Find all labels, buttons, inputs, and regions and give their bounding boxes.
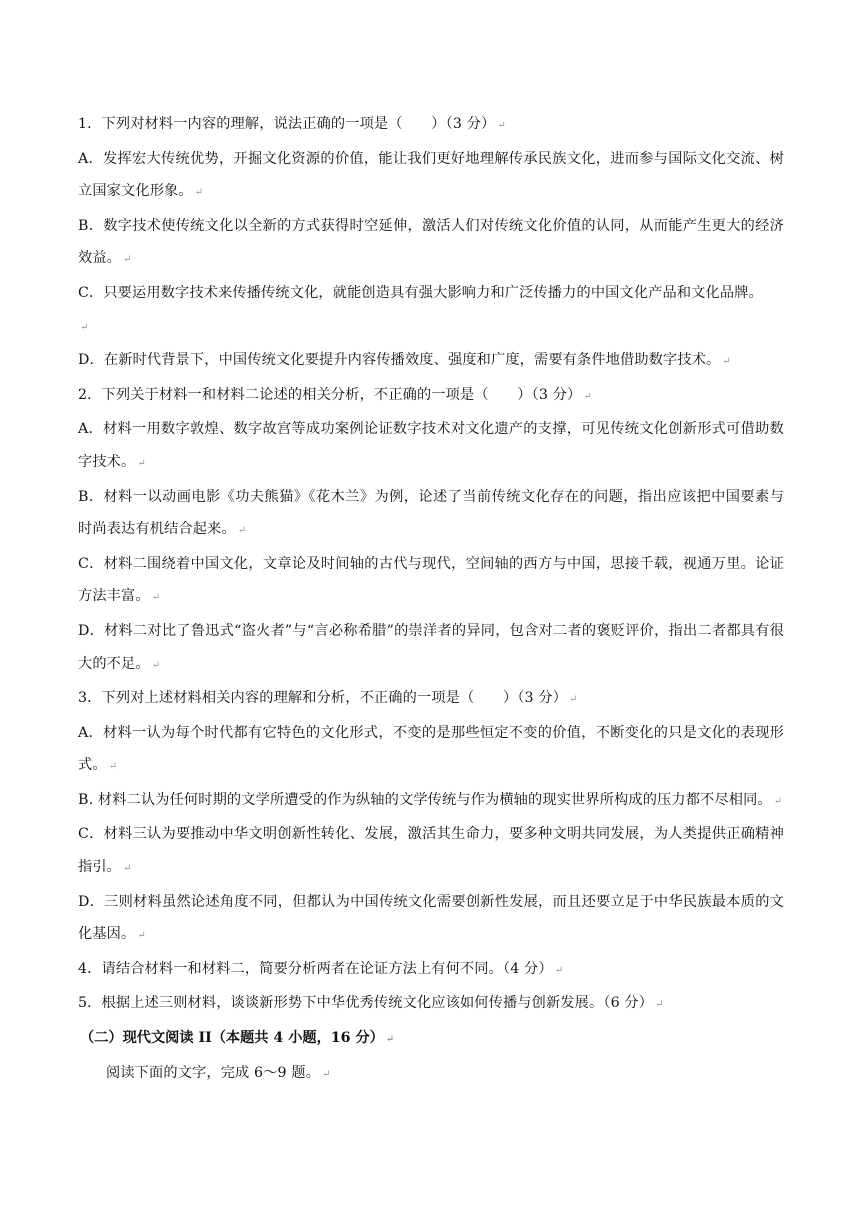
question-2-option-d (78, 615, 784, 682)
paragraph-mark: ↵ (123, 863, 132, 875)
question-5-text: 5．根据上述三则材料，谈谈新形势下中华优秀传统文化应该如何传播与创新发展。（6 分） (78, 995, 654, 1012)
question-2-option-c (78, 548, 784, 615)
paragraph-mark: ↵ (773, 795, 783, 807)
question-3-option-c (78, 818, 784, 885)
paragraph-mark: ↵ (151, 659, 161, 671)
option-text: C．只要运用数字技术来传播传统文化，就能创造具有强大影响力和广泛传播力的中国文化产品和文化品牌。 (78, 284, 763, 301)
option-text: D．材料二对比了鲁迅式“盗火者”与“言必称希腊”的崇洋者的异同，包含对二者的褒贬评价，指出二者都具有很大的不足。 (78, 622, 784, 672)
paragraph-mark: ↵ (137, 930, 146, 942)
option-text: D．三则材料虽然论述角度不同，但都认为中国传统文化需要创新性发展，而且还要立足于中华民族最本质的文化基因。 (78, 893, 784, 943)
question-2 (78, 379, 784, 414)
instruction-text: 阅读下面的文字，完成 6～9 题。 (106, 1064, 321, 1081)
paragraph-mark: ↵ (569, 694, 578, 706)
paragraph-mark: ↵ (80, 321, 89, 333)
document-content (78, 108, 784, 1091)
question-1-option-a (78, 143, 784, 210)
question-2-text: 2．下列关于材料一和材料二论述的相关分析，不正确的一项是（ ）（3 分） (78, 386, 582, 403)
question-1-option-d (78, 344, 784, 379)
option-text: B．数字技术使传统文化以全新的方式获得时空延伸，激活人们对传统文化价值的认同，从而能产生更大的经济效益。 (78, 217, 784, 267)
section-heading (80, 1022, 784, 1057)
paragraph-mark: ↵ (194, 187, 204, 199)
question-2-option-b (78, 481, 784, 548)
question-3-option-a (78, 717, 784, 784)
option-text: C．材料二围绕着中国文化，文章论及时间轴的古代与现代，空间轴的西方与中国，思接千载，视通万里。论证方法丰富。 (78, 555, 784, 605)
paragraph-mark: ↵ (497, 120, 506, 131)
question-3 (78, 682, 784, 717)
paragraph-mark: ↵ (322, 1068, 331, 1080)
option-text: B. 材料二认为任何时期的文学所遭受的作为纵轴的文学传统与作为横轴的现实世界所构成的压力都不尽相同。 (78, 791, 772, 808)
option-text: A．发挥宏大传统优势，开掘文化资源的价值，能让我们更好地理解传承民族文化，进而参与国际文化交流、树立国家文化形象。 (78, 150, 784, 200)
question-1 (78, 108, 784, 143)
question-4 (78, 953, 784, 988)
question-2-option-a (78, 413, 784, 480)
paragraph-mark: ↵ (137, 457, 146, 469)
paragraph-mark: ↵ (237, 525, 247, 537)
option-text: A．材料一认为每个时代都有它特色的文化形式，不变的是那些恒定不变的价值，不断变化的只是文化的表现形式。 (78, 724, 784, 774)
question-1-option-c (78, 277, 784, 344)
option-text: B．材料一以动画电影《功夫熊猫》《花木兰》为例，论述了当前传统文化存在的问题，指出应该把中国要素与时尚表达有机结合起来。 (78, 488, 784, 538)
question-3-option-d (78, 886, 784, 953)
paragraph-mark: ↵ (108, 761, 118, 773)
reading-instruction (78, 1057, 784, 1092)
paragraph-mark: ↵ (123, 254, 132, 266)
paragraph-mark: ↵ (385, 1034, 395, 1046)
question-5 (78, 987, 784, 1022)
question-1-option-b (78, 210, 784, 277)
question-3-option-b (78, 784, 784, 819)
question-3-text: 3．下列对上述材料相关内容的理解和分析，不正确的一项是（ ）（3 分） (78, 690, 568, 707)
section-title: （二）现代文阅读 II（本题共 4 小题，16 分） (80, 1030, 384, 1047)
paragraph-mark: ↵ (151, 592, 161, 604)
paragraph-mark: ↵ (554, 964, 564, 976)
question-1-text: 1．下列对材料一内容的理解，说法正确的一项是（ ）（3 分） (78, 116, 496, 132)
option-text: C．材料三认为要推动中华文明创新性转化、发展，激活其生命力，要多种文明共同发展，为人类提供正确精神指引。 (78, 826, 784, 876)
option-text: D．在新时代背景下，中国传统文化要提升内容传播效度、强度和广度，需要有条件地借助数字技术。 (78, 352, 721, 369)
paragraph-mark: ↵ (583, 390, 592, 402)
question-4-text: 4．请结合材料一和材料二，简要分析两者在论证方法上有何不同。（4 分） (78, 960, 553, 977)
paragraph-mark: ↵ (655, 999, 664, 1011)
paragraph-mark: ↵ (722, 356, 731, 368)
option-text: A．材料一用数字敦煌、数字故宫等成功案例论证数字技术对文化遗产的支撑，可见传统文化创新形式可借助数字技术。 (78, 421, 784, 470)
